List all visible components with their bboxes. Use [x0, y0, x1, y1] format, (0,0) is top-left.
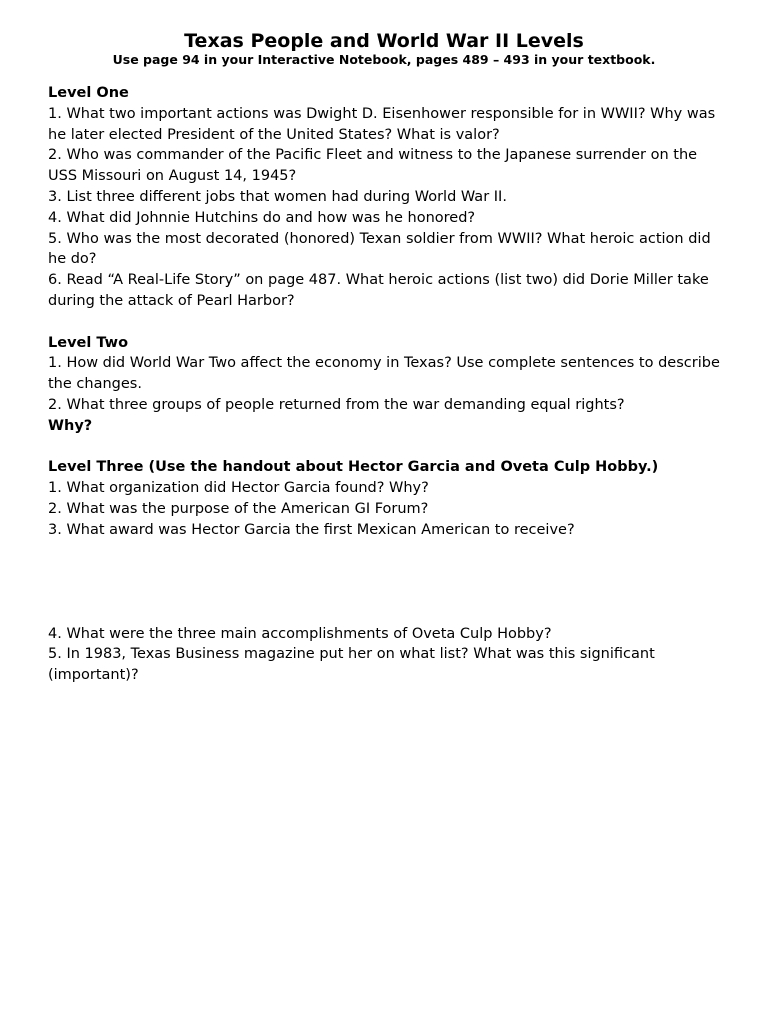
worksheet-body [48, 83, 728, 686]
level-two-heading: Level Two [48, 334, 129, 351]
level-two-question-1: 1. How did World War Two affect the economy in Texas? Use complete sentences to describe the changes. [48, 355, 720, 393]
level-one-heading: Level One [48, 85, 129, 101]
level-two-question-2: 2. What three groups of people returned from the war demanding equal rights? [48, 396, 625, 413]
level-three-question-2: 2. What was the purpose of the American GI Forum? [48, 500, 429, 517]
level-one-question-3: 3. List three different jobs that women had during World War II. [48, 188, 507, 205]
level-one-question-6: 6. Read “A Real-Life Story” on page 487. What heroic actions (list two) did Dorie Miller take during the attack of Pearl Harbor? [48, 272, 709, 309]
level-one-question-2: 2. Who was commander of the Pacific Fleet and witness to the Japanese surrender on the USS Missouri on August 14, 1945? [48, 147, 698, 185]
spacer [48, 312, 728, 333]
level-three-question-5: 5. In 1983, Texas Business magazine put her on what list? What was this significant (important)? [48, 646, 655, 684]
level-three-heading: Level Three (Use the handout about Hector Garcia and Oveta Culp Hobby.) [48, 459, 659, 476]
level-three-question-4: 4. What were the three main accomplishments of Oveta Culp Hobby? [48, 625, 552, 642]
page-title: Texas People and World War II Levels [184, 30, 584, 52]
spacer [48, 437, 728, 458]
level-one-question-1: 1. What two important actions was Dwight D. Eisenhower responsible for in WWII? Why was he later elected President of the United States? What is valor? [48, 105, 716, 143]
level-three-question-3: 3. What award was Hector Garcia the first Mexican American to receive? [48, 521, 575, 538]
level-two-why: Why? [48, 417, 93, 434]
level-three-question-1: 1. What organization did Hector Garcia found? Why? [48, 480, 429, 497]
answer-space [48, 541, 728, 624]
level-one-question-4: 4. What did Johnnie Hutchins do and how was he honored? [48, 209, 476, 226]
level-one-question-5: 5. Who was the most decorated (honored) Texan soldier from WWII? What heroic action did he do? [48, 230, 711, 268]
page-subtitle: Use page 94 in your Interactive Notebook, pages 489 – 493 in your textbook. [112, 52, 656, 67]
